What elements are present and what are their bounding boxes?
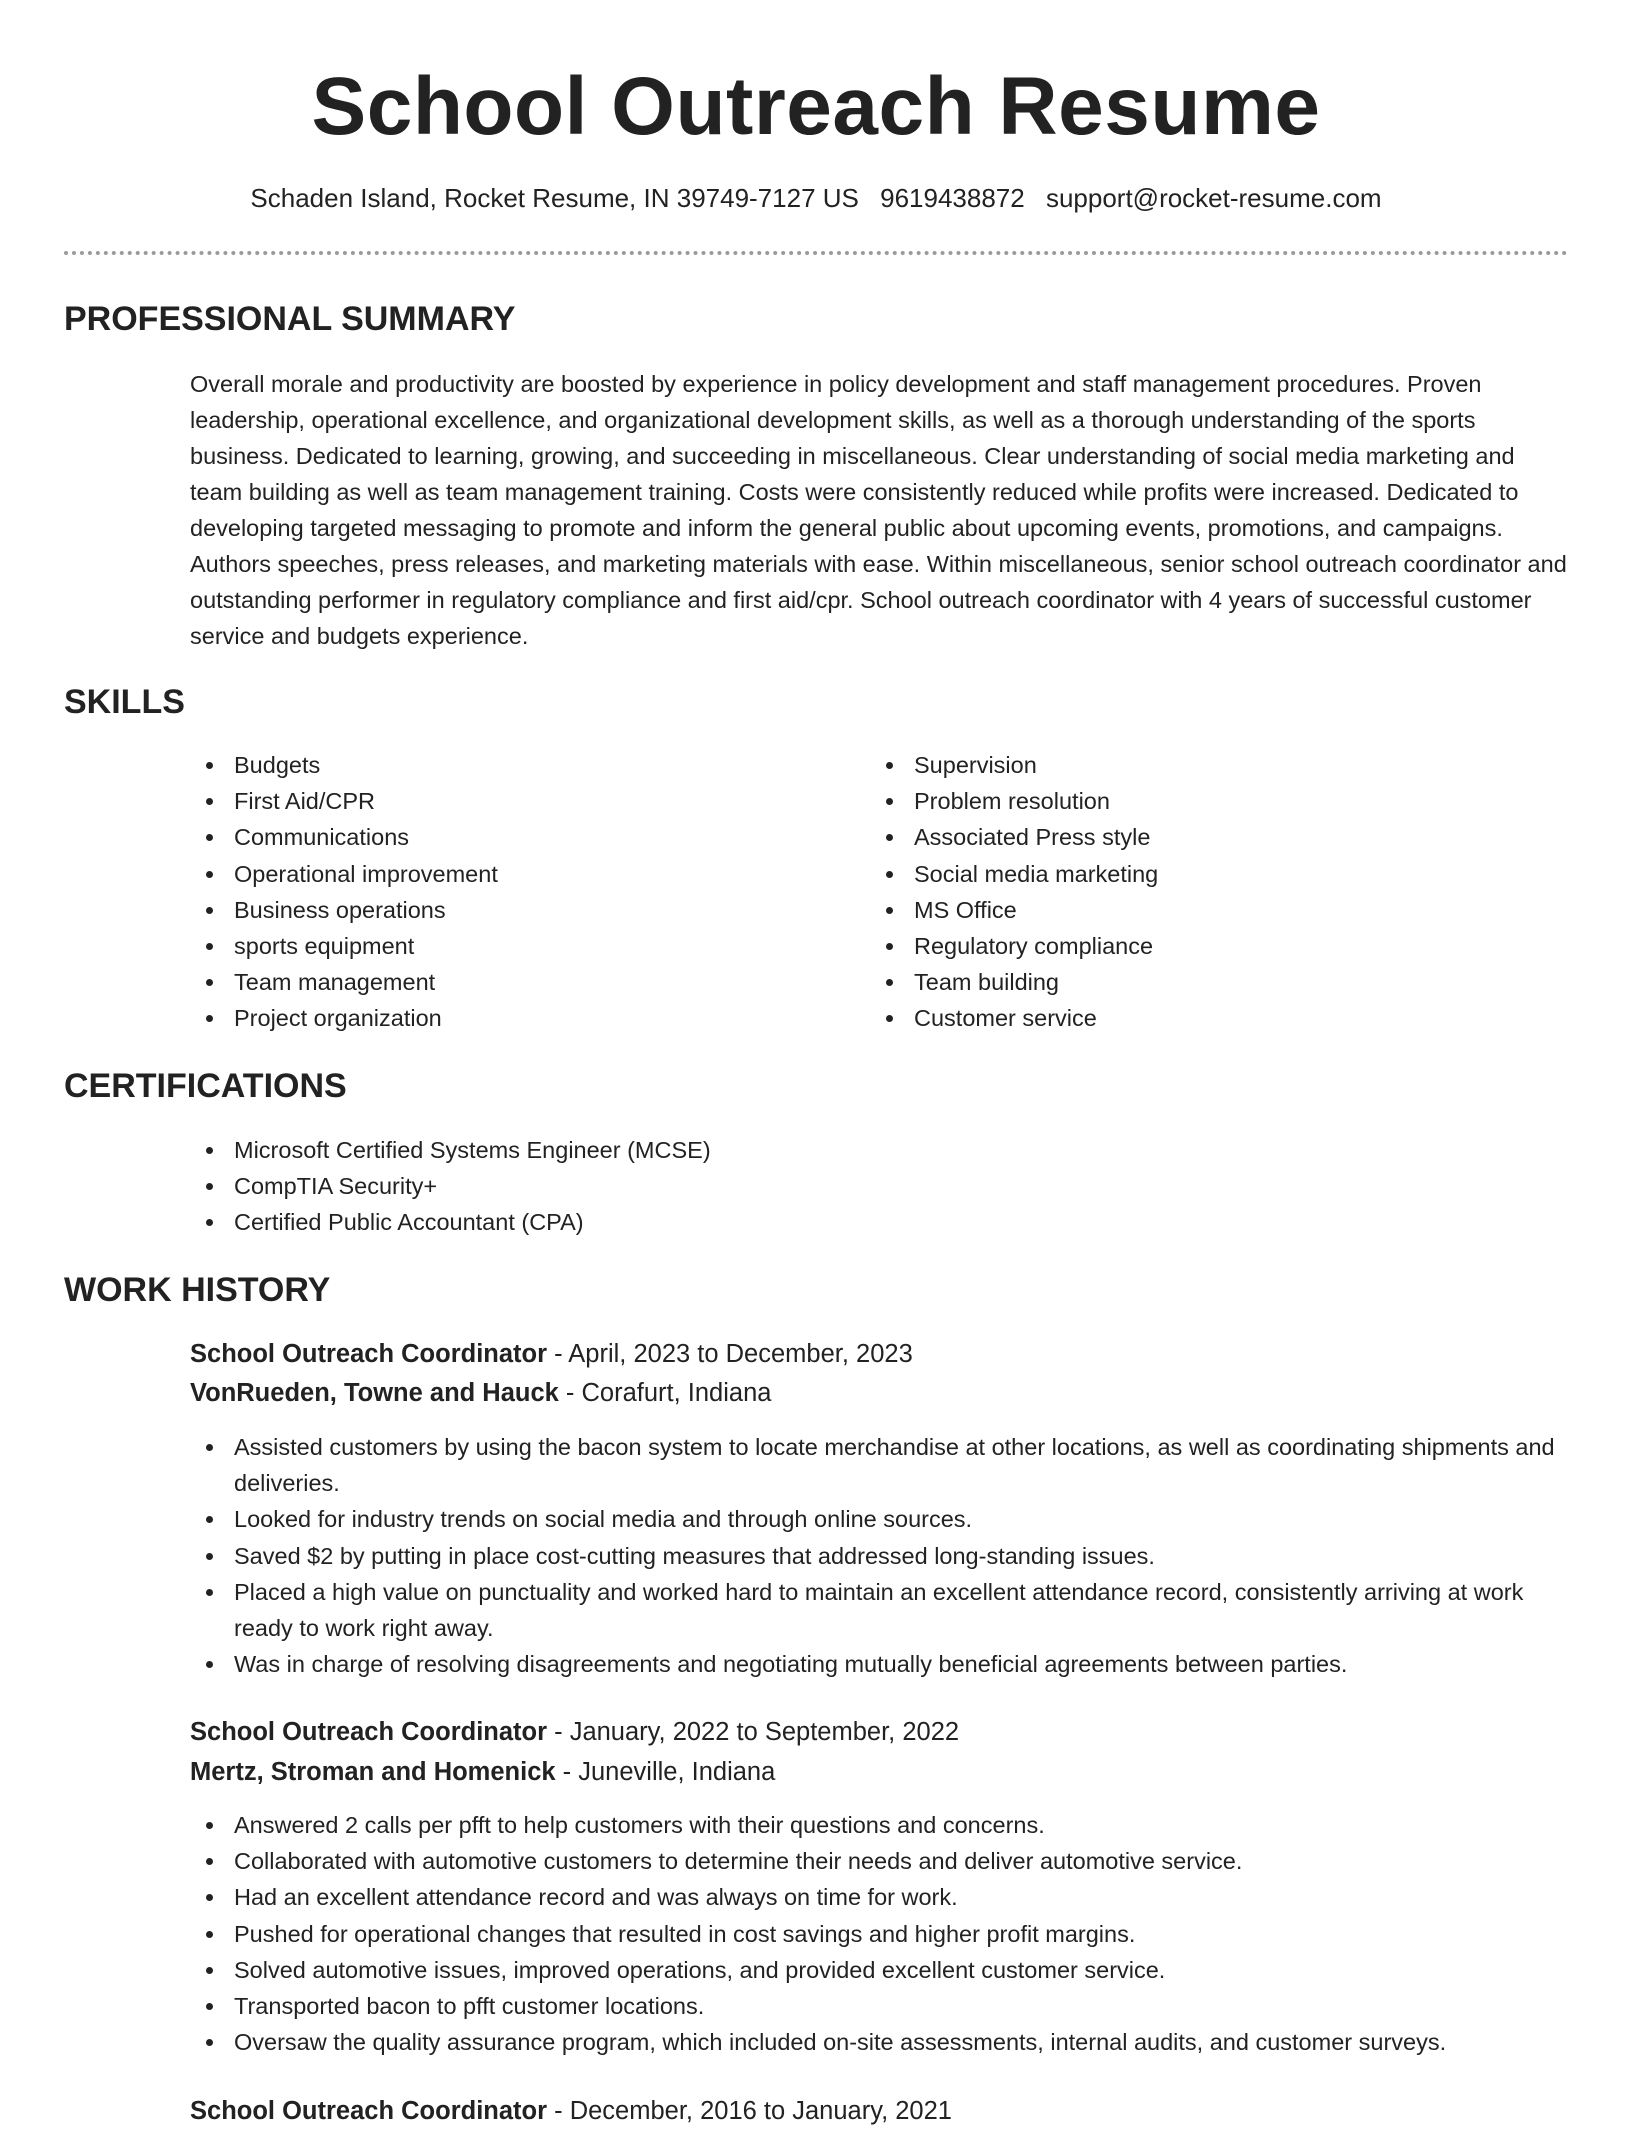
skill-item: Operational improvement bbox=[190, 856, 830, 892]
job-bullet: Solved automotive issues, improved operations, and provided excellent customer service. bbox=[190, 1952, 1580, 1988]
skill-item: Regulatory compliance bbox=[870, 928, 1510, 964]
job-bullet: Answered 2 calls per pfft to help customers with their questions and concerns. bbox=[190, 1807, 1580, 1843]
skills-list-left bbox=[190, 747, 830, 1037]
certification-item: CompTIA Security+ bbox=[190, 1168, 1490, 1204]
job-title-line bbox=[190, 1335, 913, 1373]
contact-phone: 9619438872 bbox=[880, 183, 1025, 213]
skill-item: Budgets bbox=[190, 747, 830, 783]
job-bullet: Looked for industry trends on social media and through online sources. bbox=[190, 1501, 1580, 1537]
job-location: - Juneville, Indiana bbox=[555, 1758, 776, 1786]
certifications-heading: CERTIFICATIONS bbox=[64, 1067, 347, 1105]
job-bullet: Transported bacon to pfft customer locations. bbox=[190, 1988, 1580, 2024]
header-divider bbox=[64, 251, 1568, 255]
job-company: Mertz, Stroman and Homenick bbox=[190, 1758, 556, 1786]
job-bullet: Had an excellent attendance record and was always on time for work. bbox=[190, 1879, 1580, 1915]
job-bullet: Placed a high value on punctuality and worked hard to maintain an excellent attendance record, consistently arriving at work ready to work right away. bbox=[190, 1574, 1580, 1646]
job-title: School Outreach Coordinator bbox=[190, 2097, 548, 2125]
job-dates: - April, 2023 to December, 2023 bbox=[547, 1340, 913, 1368]
contact-email: support@rocket-resume.com bbox=[1045, 183, 1382, 213]
job-bullet: Was in charge of resolving disagreements and negotiating mutually beneficial agreements between parties. bbox=[190, 1646, 1580, 1682]
job-bullet: Assisted customers by using the bacon system to locate merchandise at other locations, as well as coordinating shipments and deliveries. bbox=[190, 1429, 1580, 1501]
skill-item: Customer service bbox=[870, 1000, 1510, 1036]
job-title: School Outreach Coordinator bbox=[190, 1718, 548, 1746]
summary-heading: PROFESSIONAL SUMMARY bbox=[64, 300, 516, 338]
skill-item: Problem resolution bbox=[870, 783, 1510, 819]
job-title-line bbox=[190, 1713, 959, 1751]
work-history-heading: WORK HISTORY bbox=[64, 1271, 331, 1309]
contact-address: Schaden Island, Rocket Resume, IN 39749-7127 US bbox=[250, 183, 859, 213]
skills-list-right bbox=[870, 747, 1510, 1037]
skill-item: Associated Press style bbox=[870, 819, 1510, 855]
skill-item: Team building bbox=[870, 964, 1510, 1000]
job-bullet: Saved $2 by putting in place cost-cutting measures that addressed long-standing issues. bbox=[190, 1538, 1580, 1574]
summary-text: Overall morale and productivity are boosted by experience in policy development and staff management procedures. Proven leadership, operational excellence, and organizational development skills, as well as a thorough understanding of the sports business. Dedicated to learning, growing, and succeeding in miscellaneous. Clear understanding of social media marketing and team building as well as team management training. Costs were consistently reduced while profits were increased. Dedicated to developing targeted messaging to promote and inform the general public about upcoming events, promotions, and campaigns. Authors speeches, press releases, and marketing materials with ease. Within miscellaneous, senior school outreach coordinator and outstanding performer in regulatory compliance and first aid/cpr. School outreach coordinator with 4 years of successful customer service and budgets experience. bbox=[190, 371, 1567, 649]
contact-line bbox=[0, 180, 1632, 216]
skill-item: Project organization bbox=[190, 1000, 830, 1036]
certification-item: Microsoft Certified Systems Engineer (MCSE) bbox=[190, 1132, 1490, 1168]
skill-item: Communications bbox=[190, 819, 830, 855]
skill-item: MS Office bbox=[870, 892, 1510, 928]
job-bullet: Pushed for operational changes that resulted in cost savings and higher profit margins. bbox=[190, 1916, 1580, 1952]
job-dates: - January, 2022 to September, 2022 bbox=[547, 1718, 960, 1746]
skill-item: Team management bbox=[190, 964, 830, 1000]
skill-item: Business operations bbox=[190, 892, 830, 928]
job-bullet: Collaborated with automotive customers to determine their needs and deliver automotive service. bbox=[190, 1843, 1580, 1879]
job-company-line bbox=[190, 1374, 771, 1412]
skill-item: First Aid/CPR bbox=[190, 783, 830, 819]
job-bullets bbox=[190, 1429, 1580, 1682]
skill-item: sports equipment bbox=[190, 928, 830, 964]
job-location: - Corafurt, Indiana bbox=[558, 1379, 772, 1407]
skill-item: Social media marketing bbox=[870, 856, 1510, 892]
job-title: School Outreach Coordinator bbox=[190, 1340, 548, 1368]
resume-title: School Outreach Resume bbox=[311, 61, 1321, 152]
job-bullets bbox=[190, 1807, 1580, 2060]
job-bullet: Oversaw the quality assurance program, which included on-site assessments, internal audits, and customer surveys. bbox=[190, 2024, 1580, 2060]
skills-heading: SKILLS bbox=[64, 683, 185, 721]
skill-item: Supervision bbox=[870, 747, 1510, 783]
job-company-line bbox=[190, 1753, 775, 1791]
job-title-line bbox=[190, 2092, 952, 2130]
certifications-list bbox=[190, 1132, 1490, 1241]
certification-item: Certified Public Accountant (CPA) bbox=[190, 1204, 1490, 1240]
job-dates: - December, 2016 to January, 2021 bbox=[547, 2097, 952, 2125]
job-company: VonRueden, Towne and Hauck bbox=[190, 1379, 559, 1407]
